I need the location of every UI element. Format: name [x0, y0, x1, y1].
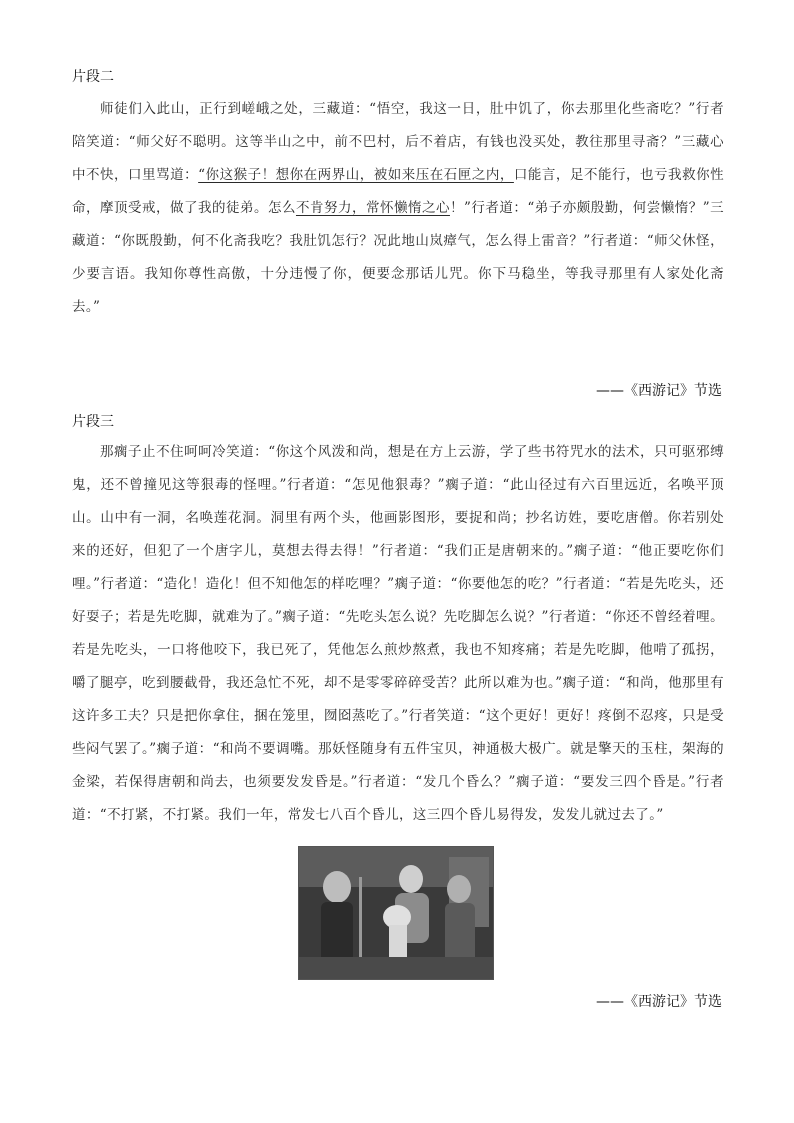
source-citation-2: ——《西游记》节选: [596, 383, 722, 399]
illustration-photo: [298, 846, 494, 980]
illustration-figures: [299, 847, 493, 979]
passage-3: 那瘸子止不住呵呵冷笑道：“你这个风泼和尚，想是在方上云游，学了些书符咒水的法术，只可驱邪缚鬼，还不曾撞见这等狠毒的怪哩。”行者道：“怎见他狠毒？”瘸子道：“此山径过有六百里远近，名唤平顶山。山中有一洞，名唤莲花洞。洞里有两个头，他画影图形，要捉和尚；抄名访姓，要吃唐僧。你若别处来的还好，但犯了一个唐字儿，莫想去得去得！”行者道：“我们正是唐朝来的。”瘸子道：“他正要吃你们哩。”行者道：“造化！造化！但不知他怎的样吃哩？”瘸子道：“你要他怎的吃？”行者道：“若是先吃头，还好耍子；若是先吃脚，就难为了。”瘸子道：“先吃头怎么说？先吃脚怎么说？”行者道：“你还不曾经着哩。若是先吃头，一口将他咬下，我已死了，凭他怎么煎炒熬煮，我也不知疼痛；若是先吃脚，他啃了孤拐，嚼了腿亭，吃到腰截骨，我还急忙不死，却不是零零碎碎受苦？此所以难为也。”瘸子道：“和尚，他那里有这许多工夫？只是把你拿住，捆在笼里，囫囵蒸吃了。”行者笑道：“这个更好！更好！疼倒不忍疼，只是受些闷气罢了。”瘸子道：“和尚不要调嘴。那妖怪随身有五件宝贝，神通极大极广。就是擎天的玉柱，架海的金梁，若保得唐朝和尚去，也须要发发昏是。”行者道：“发几个昏么？”瘸子道：“要发三四个昏是。”行者道：“不打紧，不打紧。我们一年，常发七八百个昏儿，这三四个昏儿易得发，发发儿就过去了。”: [72, 444, 724, 823]
passage-2-text-c: ！”行者道：“弟子亦颇殷勤，何尝懒惰？”三藏道：“你既殷勤，何不化斋我吃？我肚饥怎行？况此地山岚瘴气，怎么得上雷音？”行者道：“师父休怪，少要言语。我知你尊性高傲，十分违慢了你，便要念那话儿咒。你下马稳坐，等我寻那里有人家处化斋去。”: [72, 200, 725, 315]
underlined-phrase-2: 不肯努力，常怀懒惰之心: [295, 200, 450, 216]
passage-2-text-a: 师徒们入此山，正行到嵯峨之处，三藏道：“悟空，我这一日，肚中饥了，你去那里化些斋吃？”行者陪笑道：“师父好不聪明。这等半山之中，前不巴村，后不着店，有钱也没买处，教往那里寻斋？”三藏心中不快，口里骂道：: [72, 101, 724, 183]
passage-2: [72, 93, 724, 324]
passage-2-text-b: 口能言，足不能行，也亏我救你性命，摩顶受戒，做了我的徒弟。怎么: [72, 167, 724, 216]
source-citation-3: ——《西游记》节选: [596, 994, 722, 1010]
section-title-2: 片段二: [72, 69, 114, 85]
section-title-3: 片段三: [72, 414, 114, 430]
underlined-phrase-1: “你这猴子！想你在两界山，被如来压在石匣之内，: [198, 167, 514, 183]
